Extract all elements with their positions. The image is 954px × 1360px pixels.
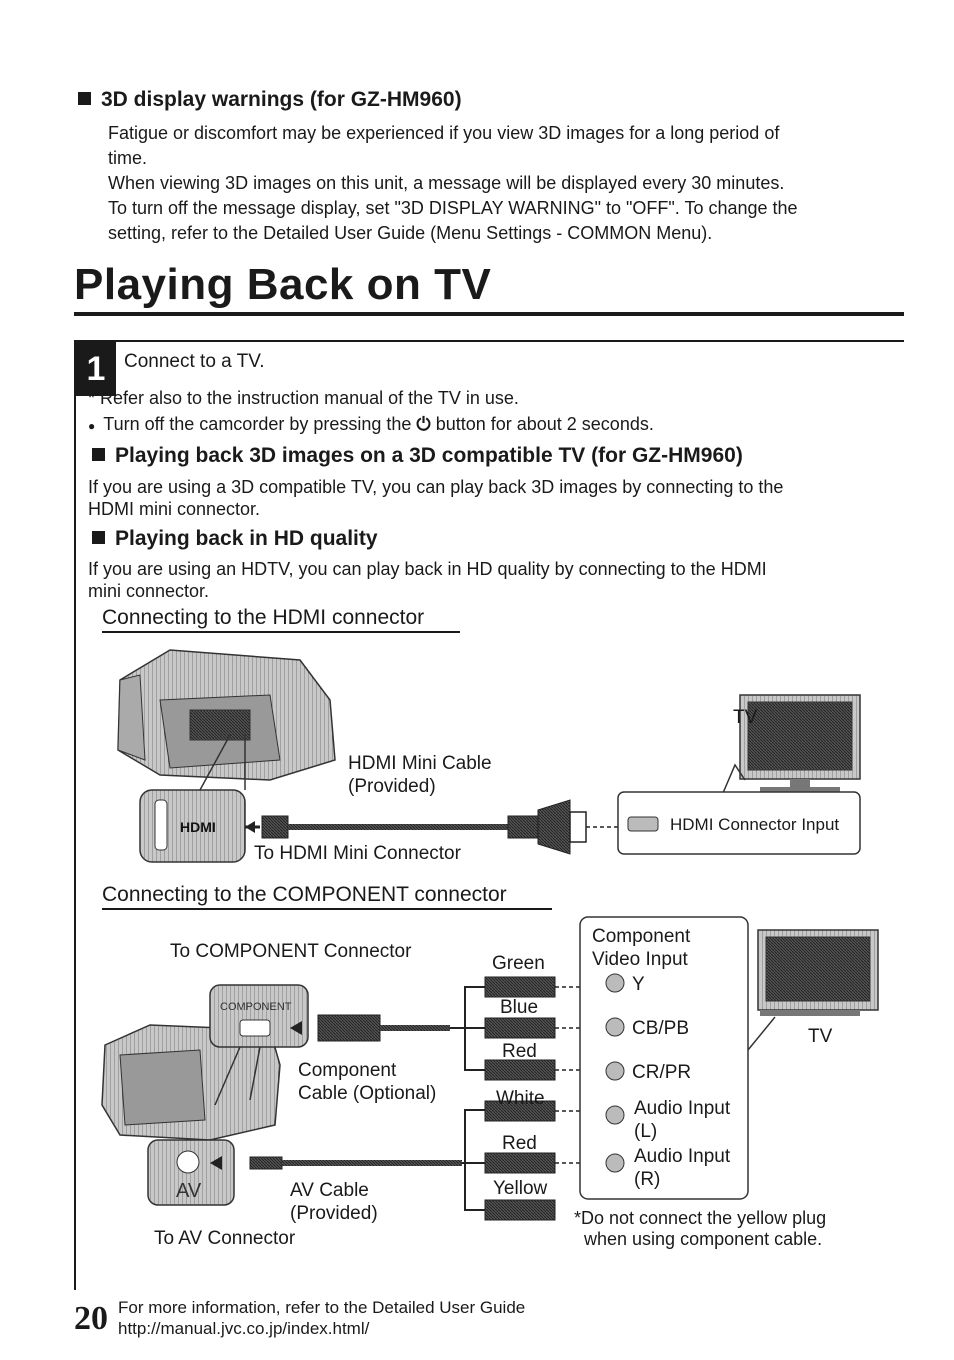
to-component-label: To COMPONENT Connector (170, 941, 412, 962)
component-port-label: COMPONENT (220, 1001, 292, 1013)
color-red-label: Red (502, 1041, 537, 1062)
step-note: * Refer also to the instruction manual of the TV in use. (88, 388, 519, 408)
hdmi-port-callout (140, 790, 245, 862)
av-port-label: AV (176, 1180, 202, 1202)
av-cable-label: AV Cable (Provided) (290, 1180, 378, 1224)
color-green-label: Green (492, 953, 545, 974)
to-av-label: To AV Connector (154, 1228, 296, 1249)
input-cb-label: CB/PB (632, 1018, 690, 1039)
component-port-callout (210, 985, 308, 1047)
color-yellow-label: Yellow (493, 1178, 548, 1199)
component-tv-label: TV (808, 1026, 833, 1047)
step-title: Connect to a TV. (124, 351, 265, 372)
input-cr-label: CR/PR (632, 1062, 692, 1083)
hdmi-to-connector-label: To HDMI Mini Connector (254, 843, 461, 864)
component-diagram-title: Connecting to the COMPONENT connector (102, 883, 552, 910)
yellow-plug-note: *Do not connect the yellow plug when using component cable. (574, 1208, 827, 1249)
power-icon: ⏻ (416, 414, 431, 434)
footer-note: For more information, refer to the Detailed User Guide http://manual.jvc.co.jp/index.html/ (118, 1298, 526, 1338)
step-bullet: ● Turn off the camcorder by pressing the ⏻ button for about 2 seconds. (88, 414, 654, 434)
hdmi-tv-label: TV (733, 707, 758, 728)
hdmi-cable-label: HDMI Mini Cable (Provided) (348, 753, 492, 797)
audio-input-left-label: Audio Input (L) (634, 1098, 731, 1142)
title-rule (74, 312, 904, 316)
step-rule (74, 340, 904, 342)
av-port-callout (148, 1140, 234, 1205)
hdmi-tv-illustration (740, 695, 860, 792)
square-bullet-icon (78, 92, 91, 105)
audio-input-right-label: Audio Input (R) (634, 1146, 731, 1190)
section-3d-body: If you are using a 3D compatible TV, you can play back 3D images by connecting to the HDMI mini connector. (88, 477, 784, 519)
component-diagram (90, 915, 890, 1235)
camcorder-illustration (118, 650, 335, 780)
warning-body: Fatigue or discomfort may be experienced if you view 3D images for a long period of time. When viewing 3D images on this unit, a message will be displayed every 30 minutes. To turn off the message display, set "3D DISPLAY WARNING" to "OFF". To change the setting, refer to the Detailed User Guide (Menu Settings - COMMON Menu). (108, 123, 798, 243)
input-y-label: Y (632, 974, 645, 995)
component-cable-label: Component Cable (Optional) (298, 1060, 437, 1104)
step-left-rule (74, 340, 76, 1290)
component-tv-illustration (758, 930, 878, 1016)
hdmi-diagram (100, 640, 890, 880)
section-3d-heading: Playing back 3D images on a 3D compatible TV (for GZ-HM960) (92, 444, 743, 468)
page-number: 20 (74, 1300, 108, 1337)
component-input-title: Component Video Input (592, 926, 691, 970)
hdmi-diagram-title: Connecting to the HDMI connector (102, 606, 460, 633)
color-white-label: White (496, 1088, 545, 1109)
step-number-badge: 1 (76, 342, 116, 396)
hdmi-tv-input-label: HDMI Connector Input (670, 815, 840, 834)
color-red-label: Red (502, 1133, 537, 1154)
section-hd-body: If you are using an HDTV, you can play back in HD quality by connecting to the HDMI mini connector. (88, 559, 767, 601)
hdmi-logo: HDMI (180, 819, 216, 835)
page-title: Playing Back on TV (74, 260, 492, 309)
color-blue-label: Blue (500, 997, 539, 1018)
square-bullet-icon (92, 448, 105, 461)
section-hd-heading: Playing back in HD quality (92, 527, 378, 551)
bullet-dot-icon: ● (88, 419, 96, 433)
warning-heading: 3D display warnings (for GZ-HM960) (78, 88, 462, 112)
square-bullet-icon (92, 531, 105, 544)
